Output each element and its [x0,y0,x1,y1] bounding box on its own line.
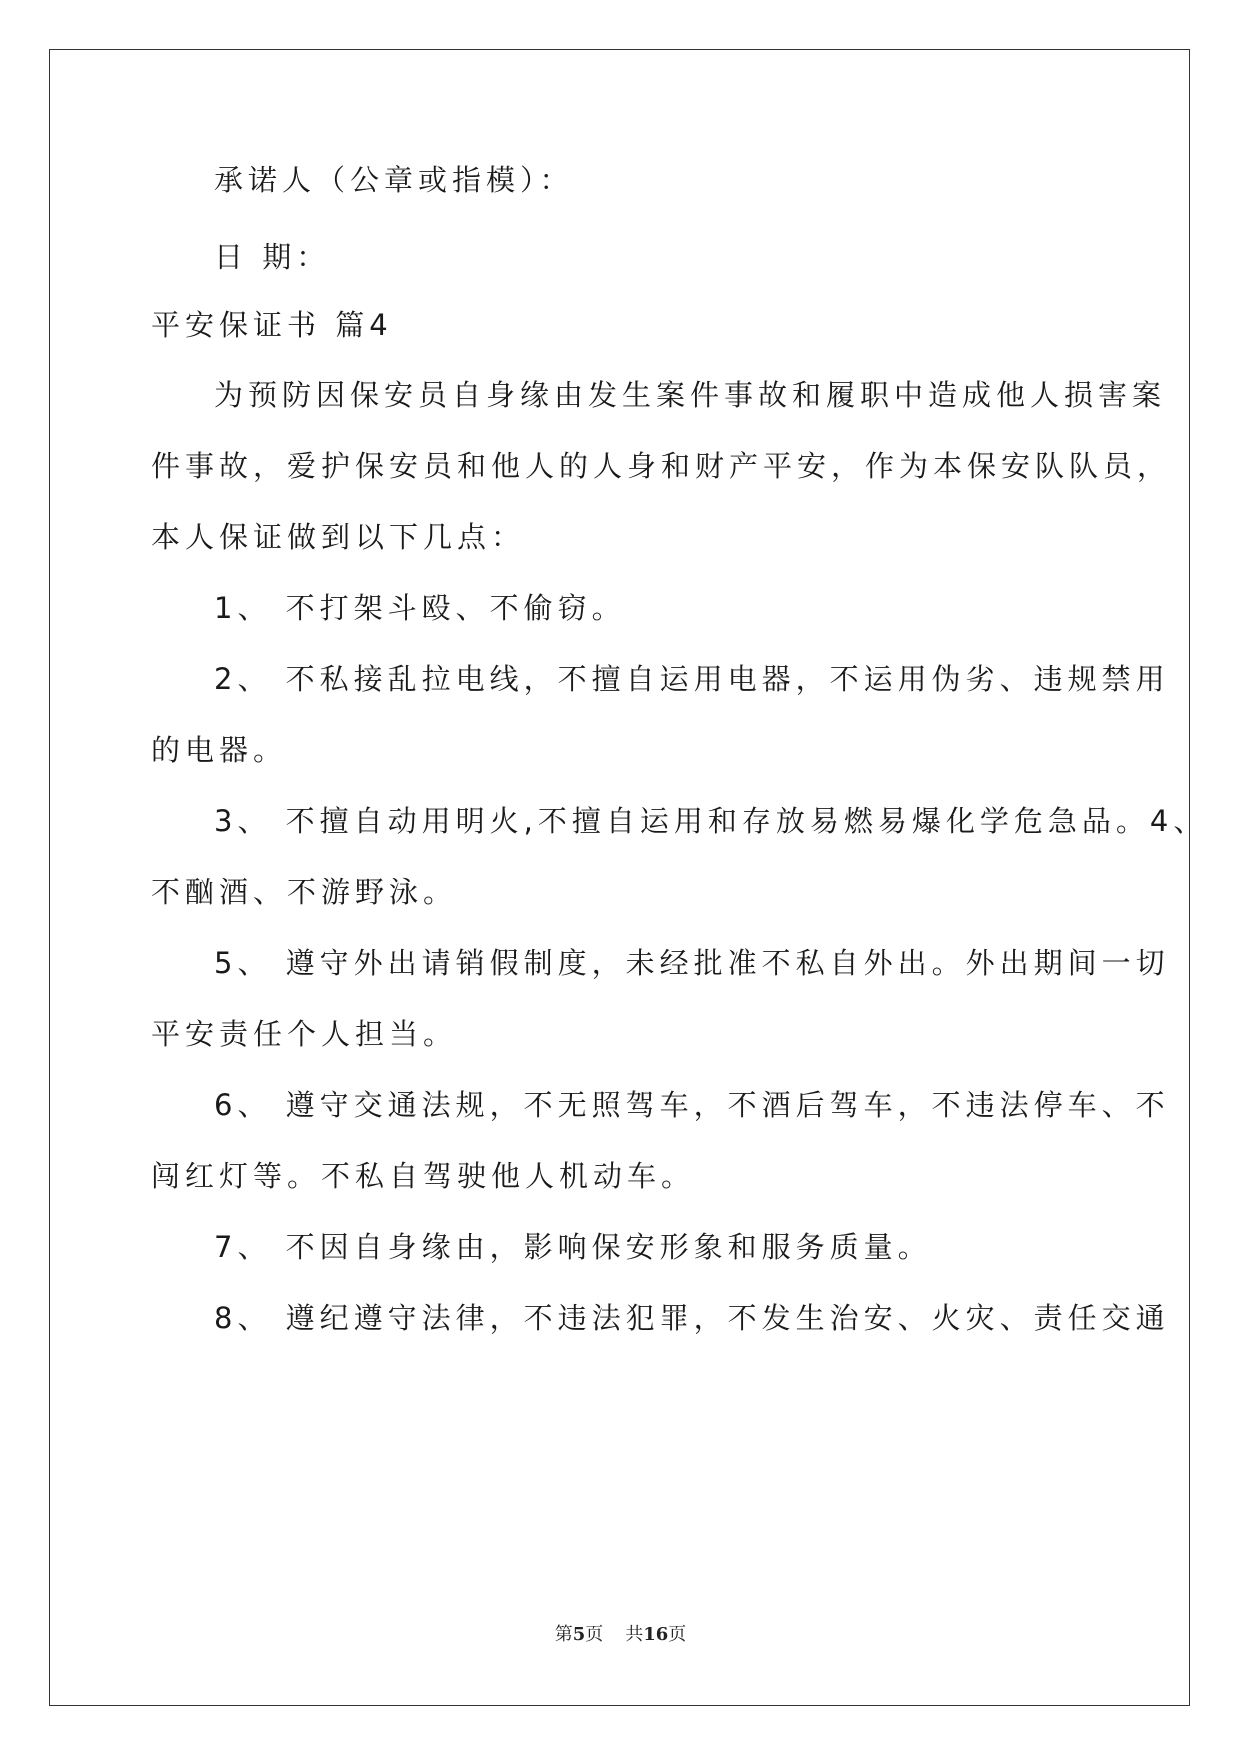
list-item-continuation: 闯红灯等。不私自驾驶他人机动车。 [151,1159,696,1193]
date-line: 日 期： [214,240,331,274]
paragraph-line: 件事故，爱护保安员和他人的人身和财产平安，作为本保安队队员， [151,449,1172,483]
list-item: 7、 不因自身缘由，影响保安形象和服务质量。 [214,1230,932,1264]
total-prefix: 共 [625,1624,644,1645]
list-item-continuation: 不酗酒、不游野泳。 [151,875,458,909]
page-current: 5 [572,1624,586,1645]
signatory-line: 承诺人（公章或指模）： [214,163,574,197]
list-item: 3、 不擅自动用明火,不擅自运用和存放易燃易爆化学危急品。4、 [214,804,1208,838]
paragraph-line: 本人保证做到以下几点： [151,520,526,554]
list-item-continuation: 的电器。 [151,733,288,767]
page-prefix: 第 [554,1624,573,1645]
list-item: 6、 遵守交通法规，不无照驾车，不酒后驾车，不违法停车、不 [214,1088,1170,1122]
list-item: 5、 遵守外出请销假制度，未经批准不私自外出。外出期间一切 [214,946,1170,980]
paragraph-line: 为预防因保安员自身缘由发生案件事故和履职中造成他人损害案 [214,378,1167,412]
page-suffix: 页 [585,1624,604,1645]
list-item-continuation: 平安责任个人担当。 [151,1017,458,1051]
page-total: 16 [643,1624,669,1645]
list-item: 1、 不打架斗殴、不偷窃。 [214,591,626,625]
total-suffix: 页 [668,1624,687,1645]
section-heading: 平安保证书 篇4 [151,308,393,342]
list-item: 8、 遵纪遵守法律，不违法犯罪，不发生治安、火灾、责任交通 [214,1301,1170,1335]
list-item: 2、 不私接乱拉电线，不擅自运用电器，不运用伪劣、违规禁用 [214,662,1170,696]
page-number [0,1620,1241,1646]
